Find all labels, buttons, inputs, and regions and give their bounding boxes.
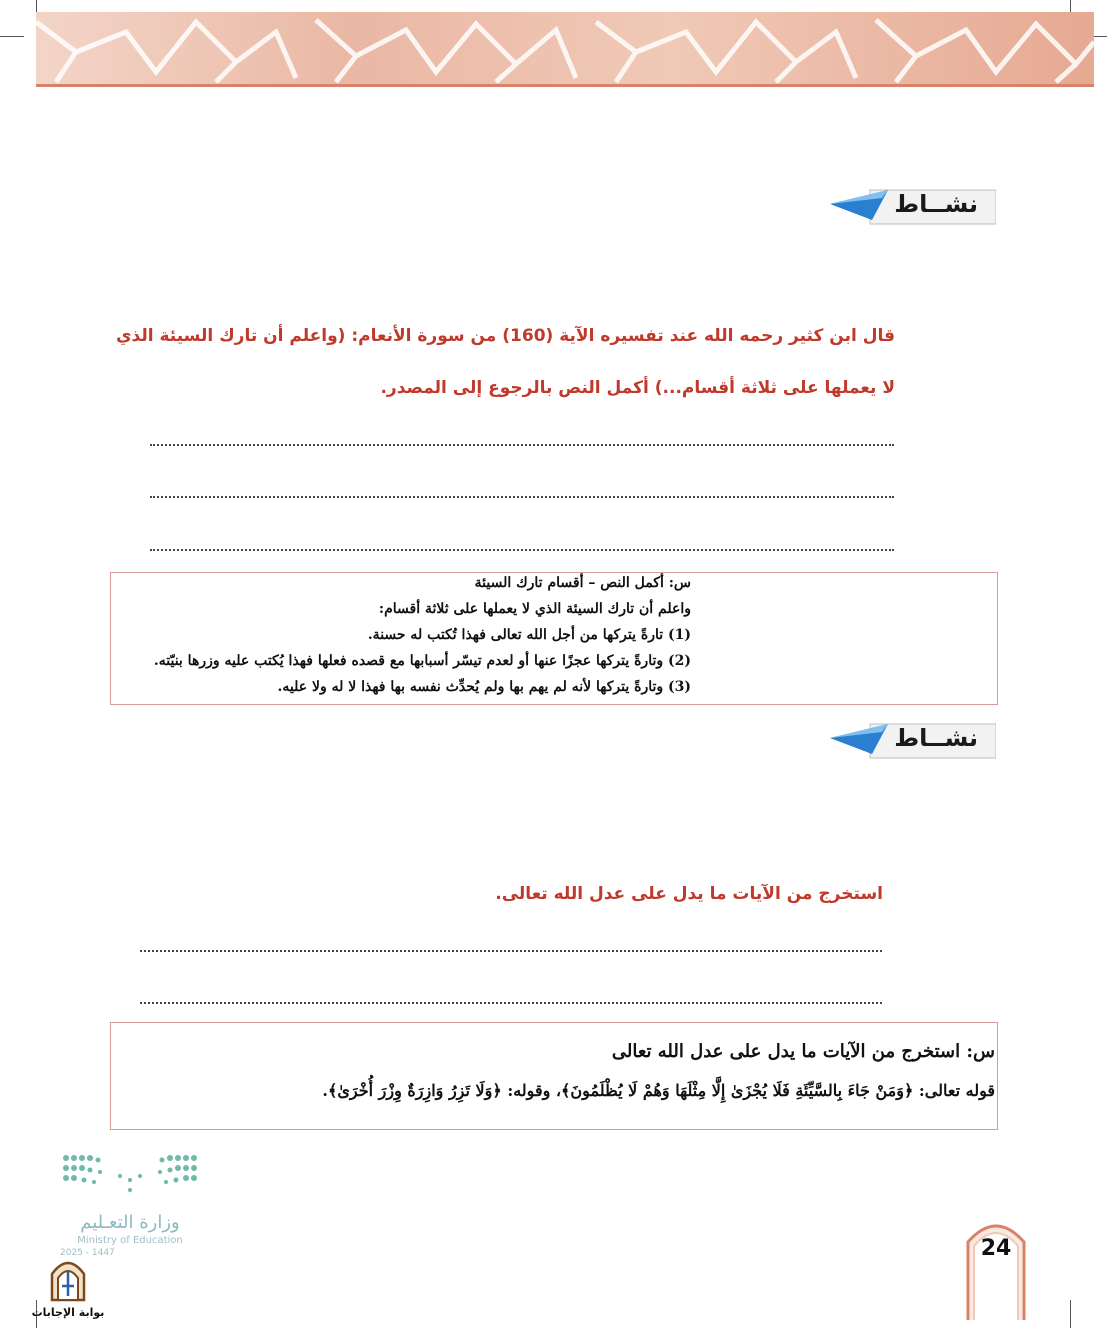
answer-line[interactable] — [150, 490, 894, 498]
answer1-line3: (2) وتارةً يتركها عجزًا عنها أو لعدم تيسّر أسبابها مع قصده فعلها فهذا يُكتب عليه وزرها بنيّته. — [153, 653, 691, 669]
answer1-line4: (3) وتارةً يتركها لأنه لم يهم بها ولم يُحدِّث نفسه بها فهذا لا له ولا عليه. — [277, 679, 691, 695]
activity-title: نشــاط — [894, 724, 978, 752]
answers-portal-badge — [28, 1256, 108, 1319]
ministry-name-english: Ministry of Education — [77, 1235, 183, 1246]
page-number: 24 — [980, 1236, 1012, 1261]
activity1-question-line1: قال ابن كثير رحمه الله عند تفسيره الآية (160) من سورة الأنعام: (واعلم أن تارك السيئة الذي — [115, 326, 895, 346]
answer-line[interactable] — [140, 996, 882, 1004]
activity-tab-1 — [826, 186, 996, 226]
answer-line[interactable] — [150, 438, 894, 446]
trim-mark — [1070, 1300, 1071, 1328]
mosque-gate-icon — [48, 1256, 88, 1302]
activity-title: نشــاط — [894, 190, 978, 218]
ministry-name-arabic: وزارة التعـليم — [80, 1212, 180, 1233]
trim-mark — [0, 36, 24, 37]
page-number-badge — [964, 1216, 1028, 1320]
activity1-question-line2: لا يعملها على ثلاثة أقسام...) أكمل النص بالرجوع إلى المصدر. — [380, 378, 895, 398]
answers-portal-label: بوابة الإجابات — [31, 1306, 105, 1319]
geometric-pattern — [36, 12, 1094, 84]
ministry-year: 2025 - 1447 — [60, 1248, 115, 1258]
answer2-line1: قوله تعالى: ﴿وَمَنْ جَاءَ بِالسَّيِّئَةِ فَلَا يُجْزَىٰ إِلَّا مِثْلَهَا وَهُمْ لَا يُظْلَمُونَ﴾، وقوله: ﴿وَلَا تَزِرُ وَازِرَةٌ وِزْرَ أُخْرَىٰ﴾. — [322, 1081, 995, 1100]
answer-line[interactable] — [140, 944, 882, 952]
answer2-title: س: استخرج من الآيات ما يدل على عدل الله تعالى — [611, 1041, 995, 1062]
decorative-header-banner — [36, 12, 1094, 87]
answer1-line1: واعلم أن تارك السيئة الذي لا يعملها على ثلاثة أقسام: — [378, 601, 691, 617]
activity2-question: استخرج من الآيات ما يدل على عدل الله تعالى. — [495, 884, 883, 904]
answer-box-1 — [110, 572, 998, 705]
answer-line[interactable] — [150, 543, 894, 551]
answer1-title: س: أكمل النص – أقسام تارك السيئة — [474, 575, 691, 591]
ministry-logo — [60, 1150, 210, 1258]
ministry-dots-icon — [60, 1150, 200, 1198]
answer1-line2: (1) تارةً يتركها من أجل الله تعالى فهذا تُكتب له حسنة. — [367, 627, 691, 643]
answer-box-2 — [110, 1022, 998, 1130]
activity-tab-2 — [826, 720, 996, 760]
page-number-frame — [964, 1216, 1028, 1320]
